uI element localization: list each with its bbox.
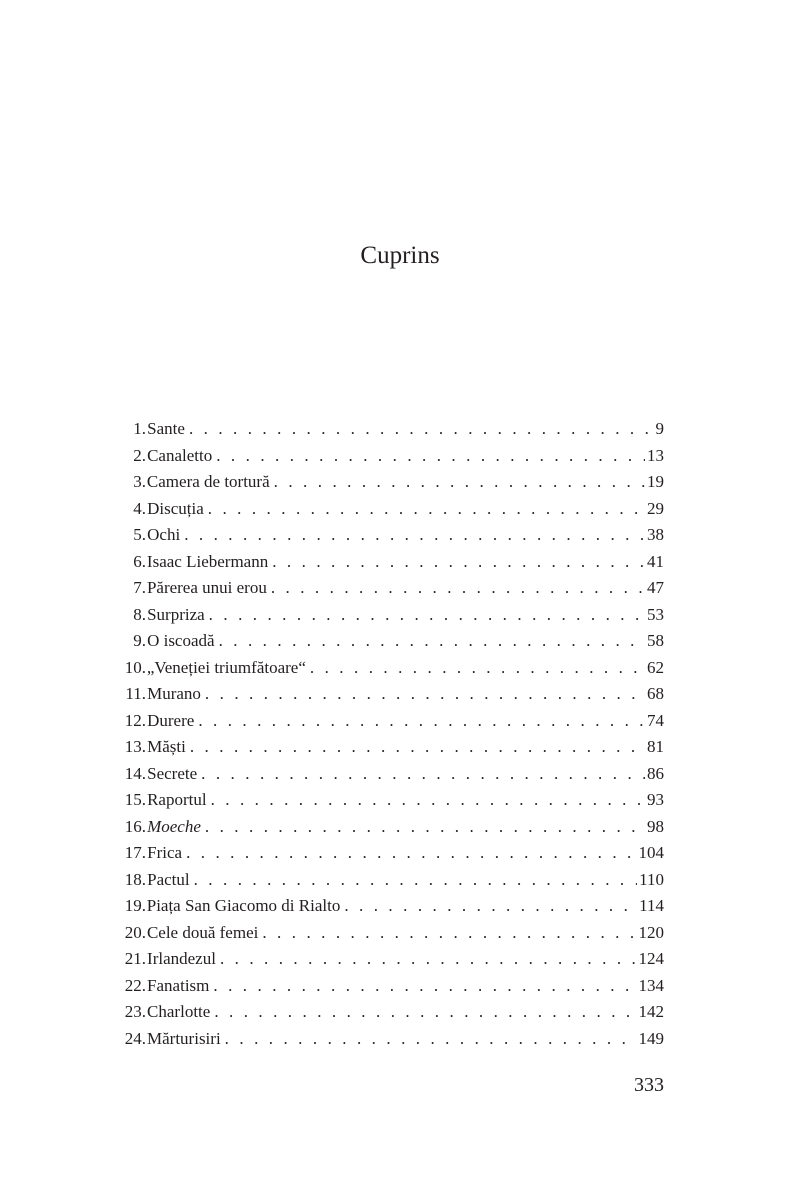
chapter-page: 74 bbox=[647, 710, 664, 730]
chapter-number: 18. bbox=[124, 869, 146, 889]
chapter-title: Părerea unui erou bbox=[146, 578, 267, 598]
chapter-title: Piața San Giacomo di Rialto bbox=[146, 896, 341, 916]
page-number: 333 bbox=[634, 1074, 664, 1096]
toc-entry bbox=[100, 469, 664, 496]
chapter-number: 9. bbox=[133, 631, 146, 651]
chapter-page: 104 bbox=[638, 843, 664, 863]
dot-leader bbox=[209, 602, 645, 629]
page-title: Cuprins bbox=[360, 242, 440, 269]
chapter-title: „Veneției triumfătoare“ bbox=[146, 657, 306, 677]
dot-leader bbox=[184, 522, 645, 549]
chapter-number: 1. bbox=[133, 419, 146, 438]
toc-entry bbox=[100, 655, 664, 682]
chapter-page: 68 bbox=[647, 684, 664, 704]
toc-entry bbox=[100, 734, 664, 761]
chapter-title: Fanatism bbox=[147, 975, 210, 995]
chapter-title: Durere bbox=[147, 710, 195, 730]
chapter-page: 120 bbox=[638, 922, 664, 942]
chapter-title: Raportul bbox=[147, 790, 207, 810]
chapter-title: Irlandezul bbox=[147, 949, 216, 969]
chapter-page: 53 bbox=[647, 604, 664, 624]
chapter-title: Măști bbox=[147, 737, 186, 757]
chapter-number: 8. bbox=[133, 604, 146, 624]
toc-entry bbox=[100, 999, 664, 1026]
toc-entry bbox=[100, 893, 664, 920]
dot-leader bbox=[214, 999, 636, 1026]
dot-leader bbox=[201, 761, 645, 788]
chapter-page: 9 bbox=[655, 419, 664, 438]
toc-entry bbox=[100, 814, 664, 841]
toc-entry bbox=[100, 840, 664, 867]
chapter-title: Mărturisiri bbox=[147, 1028, 221, 1048]
toc-entry bbox=[100, 628, 664, 655]
chapter-number: 12. bbox=[124, 710, 146, 730]
toc-entry bbox=[100, 761, 664, 788]
chapter-page: 134 bbox=[638, 975, 664, 995]
toc-entry bbox=[100, 443, 664, 470]
chapter-number: 10. bbox=[124, 657, 146, 677]
chapter-number: 15. bbox=[124, 790, 146, 810]
chapter-number: 6. bbox=[133, 551, 146, 571]
toc-entry bbox=[100, 946, 664, 973]
chapter-title: Camera de tortură bbox=[146, 472, 270, 492]
dot-leader bbox=[219, 628, 645, 655]
chapter-number: 21. bbox=[124, 949, 146, 969]
chapter-title: Murano bbox=[147, 684, 201, 704]
chapter-title: Secrete bbox=[147, 763, 198, 783]
dot-leader bbox=[262, 920, 636, 947]
toc-entry bbox=[100, 920, 664, 947]
chapter-number: 16. bbox=[124, 816, 146, 836]
chapter-title: Frica bbox=[147, 843, 183, 863]
chapter-page: 38 bbox=[647, 525, 664, 545]
chapter-page: 110 bbox=[639, 869, 664, 889]
chapter-number: 3. bbox=[133, 472, 146, 492]
dot-leader bbox=[344, 893, 637, 920]
chapter-page: 114 bbox=[639, 896, 664, 916]
toc-entry bbox=[100, 602, 664, 629]
toc-entry bbox=[100, 496, 664, 523]
chapter-number: 20. bbox=[124, 922, 146, 942]
dot-leader bbox=[208, 496, 645, 523]
chapter-number: 23. bbox=[124, 1002, 146, 1022]
chapter-number: 5. bbox=[133, 525, 146, 545]
toc-entry bbox=[100, 522, 664, 549]
toc-entry bbox=[100, 787, 664, 814]
chapter-page: 41 bbox=[647, 551, 664, 571]
chapter-page: 93 bbox=[647, 790, 664, 810]
toc-entry bbox=[100, 681, 664, 708]
dot-leader bbox=[190, 734, 645, 761]
toc-entry bbox=[100, 575, 664, 602]
chapter-number: 7. bbox=[133, 578, 146, 598]
toc-entry bbox=[100, 416, 664, 443]
chapter-page: 13 bbox=[647, 445, 664, 465]
chapter-page: 149 bbox=[638, 1028, 664, 1048]
chapter-number: 17. bbox=[124, 843, 146, 863]
toc-entry bbox=[100, 708, 664, 735]
chapter-title: Surpriza bbox=[147, 604, 205, 624]
chapter-title: Ochi bbox=[147, 525, 181, 545]
chapter-number: 22. bbox=[124, 975, 146, 995]
chapter-number: 4. bbox=[133, 498, 146, 518]
chapter-page: 62 bbox=[647, 657, 664, 677]
chapter-number: 2. bbox=[133, 445, 146, 465]
chapter-number: 24. bbox=[124, 1028, 146, 1048]
table-of-contents bbox=[100, 416, 664, 1052]
toc-entry bbox=[100, 549, 664, 576]
chapter-page: 29 bbox=[647, 498, 664, 518]
dot-leader bbox=[272, 549, 645, 576]
chapter-number: 14. bbox=[124, 763, 146, 783]
dot-leader bbox=[220, 946, 637, 973]
chapter-page: 86 bbox=[647, 763, 664, 783]
chapter-page: 124 bbox=[638, 949, 664, 969]
chapter-page: 47 bbox=[647, 578, 664, 598]
dot-leader bbox=[225, 1026, 637, 1053]
dot-leader bbox=[274, 469, 645, 496]
chapter-number: 19. bbox=[124, 896, 146, 916]
chapter-page: 19 bbox=[647, 472, 664, 492]
chapter-title: Discuția bbox=[147, 498, 204, 518]
dot-leader bbox=[216, 443, 645, 470]
dot-leader bbox=[189, 416, 654, 443]
chapter-number: 13. bbox=[124, 737, 146, 757]
dot-leader bbox=[205, 814, 645, 841]
toc-entry bbox=[100, 973, 664, 1000]
chapter-title: Charlotte bbox=[147, 1002, 211, 1022]
chapter-page: 98 bbox=[647, 816, 664, 836]
chapter-title: O iscoadă bbox=[147, 631, 215, 651]
dot-leader bbox=[271, 575, 645, 602]
dot-leader bbox=[310, 655, 645, 682]
chapter-title: Canaletto bbox=[147, 445, 213, 465]
toc-entry bbox=[100, 1026, 664, 1053]
chapter-number: 11. bbox=[125, 684, 146, 704]
toc-entry bbox=[100, 867, 664, 894]
chapter-page: 58 bbox=[647, 631, 664, 651]
dot-leader bbox=[186, 840, 636, 867]
dot-leader bbox=[211, 787, 645, 814]
chapter-title: Isaac Liebermann bbox=[146, 551, 269, 571]
chapter-title: Pactul bbox=[147, 869, 190, 889]
chapter-title: Cele două femei bbox=[146, 922, 259, 942]
dot-leader bbox=[213, 973, 636, 1000]
chapter-page: 142 bbox=[638, 1002, 664, 1022]
chapter-page: 81 bbox=[647, 737, 664, 757]
dot-leader bbox=[205, 681, 645, 708]
chapter-title: Sante bbox=[147, 419, 185, 438]
dot-leader bbox=[198, 708, 645, 735]
chapter-title: Moeche bbox=[147, 816, 201, 836]
dot-leader bbox=[194, 867, 638, 894]
